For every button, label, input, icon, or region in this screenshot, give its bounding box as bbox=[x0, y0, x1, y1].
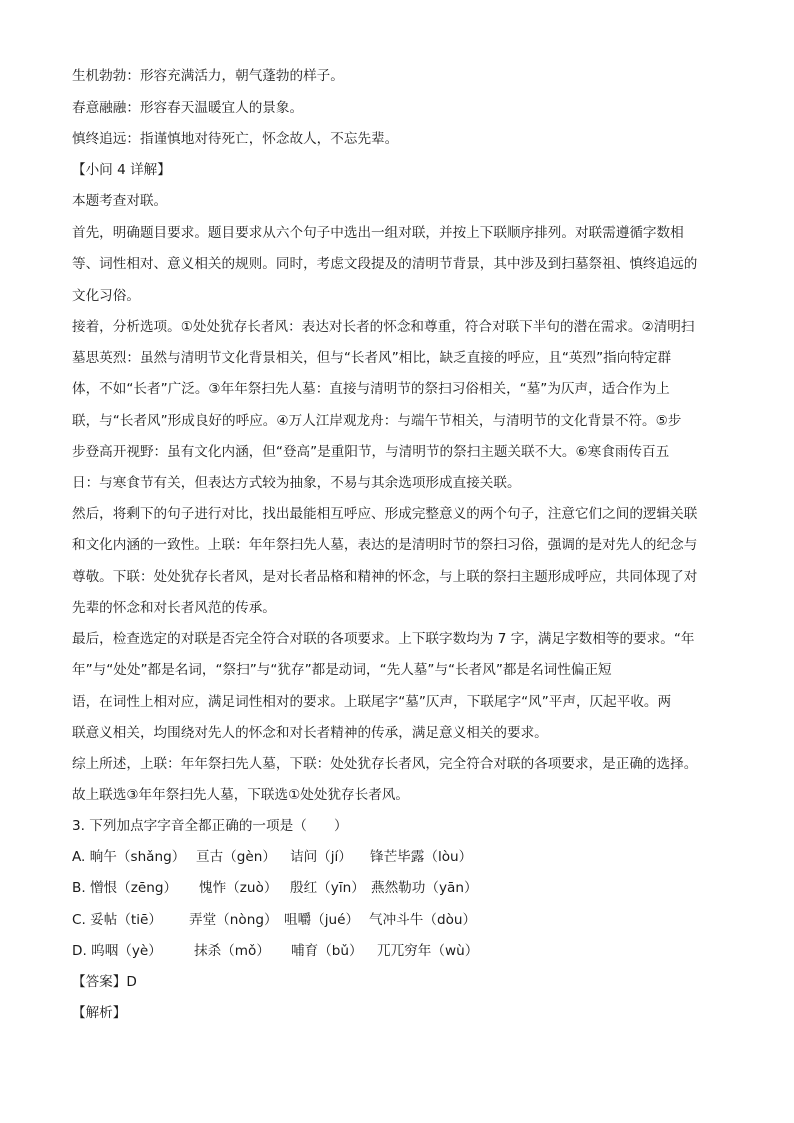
text-line: 等、词性相对、意义相关的规则。同时，考虑文段提及的清明节背景，其中涉及到扫墓祭祖、慎终追远的 bbox=[72, 256, 698, 272]
text-line: 联，与“长者风”形成良好的呼应。④万人江岸观龙舟：与端午节相关，与清明节的文化背景不符。⑤步 bbox=[72, 413, 682, 429]
text-line: 和文化内涵的一致性。上联：年年祭扫先人墓，表达的是清明时节的祭扫习俗，强调的是对先人的纪念与 bbox=[72, 537, 698, 553]
text-line: 步登高开视野：虽有文化内涵，但“登高”是重阳节，与清明节的祭扫主题关联不大。⑥寒食雨传百五 bbox=[72, 444, 670, 460]
option-word: A. 晌午（shǎng） bbox=[72, 849, 186, 865]
text-line: 接着，分析选项。①处处犹存长者风：表达对长者的怀念和尊重，符合对联下半句的潜在需求。②清明扫 bbox=[72, 319, 695, 335]
option-word: 气冲斗牛（dòu） bbox=[369, 912, 477, 928]
option-word: 咀嚼（jué） bbox=[284, 912, 360, 928]
text-line: 年”与“处处”都是名词，“祭扫”与“犹存”都是动词，“先人墓”与“长者风”都是名词性偏正短 bbox=[72, 662, 612, 678]
text-line: 文化习俗。 bbox=[72, 288, 140, 304]
text-line: 墓思英烈：虽然与清明节文化背景相关，但与“长者风”相比，缺乏直接的呼应，且“英烈”指向特定群 bbox=[72, 350, 672, 366]
option-b bbox=[72, 880, 478, 896]
text-line: 体，不如“长者”广泛。③年年祭扫先人墓：直接与清明节的祭扫习俗相关，“墓”为仄声，适合作为上 bbox=[72, 381, 670, 397]
option-word: D. 呜咽（yè） bbox=[72, 943, 162, 959]
option-word: 哺育（bǔ） bbox=[291, 943, 363, 959]
option-word: 诘问（jí） bbox=[290, 849, 352, 865]
option-word: 抹杀（mǒ） bbox=[194, 943, 270, 959]
option-a bbox=[72, 849, 472, 865]
text-line: 综上所述，上联：年年祭扫先人墓，下联：处处犹存长者风，完全符合对联的各项要求，是正确的选择。 bbox=[72, 756, 698, 772]
text-line: 先辈的怀念和对长者风范的传承。 bbox=[72, 600, 276, 616]
text-line: 慎终追远：指谨慎地对待死亡，怀念故人，不忘先辈。 bbox=[72, 131, 399, 147]
option-word: 锋芒毕露（lòu） bbox=[370, 849, 473, 865]
option-word: 殷红（yīn） bbox=[290, 880, 365, 896]
option-word: B. 憎恨（zēng） bbox=[72, 880, 178, 896]
option-c bbox=[72, 912, 476, 928]
option-word: 弄堂（nòng） bbox=[189, 912, 278, 928]
analysis-label: 【解析】 bbox=[72, 1005, 127, 1021]
text-line: 尊敬。下联：处处犹存长者风，是对长者品格和精神的怀念，与上联的祭扫主题形成呼应，共同体现了对 bbox=[72, 569, 698, 585]
question-text: 3. 下列加点字字音全都正确的一项是（ ） bbox=[72, 818, 348, 834]
option-d bbox=[72, 943, 478, 959]
option-word: C. 妥帖（tiē） bbox=[72, 912, 162, 928]
text-line: 首先，明确题目要求。题目要求从六个句子中选出一组对联，并按上下联顺序排列。对联需遵循字数相 bbox=[72, 225, 684, 241]
text-line: 本题考查对联。 bbox=[72, 193, 168, 209]
option-word: 愧怍（zuò） bbox=[199, 880, 278, 896]
text-line: 春意融融：形容春天温暖宜人的景象。 bbox=[72, 100, 304, 116]
text-line: 生机勃勃：形容充满活力，朝气蓬勃的样子。 bbox=[72, 68, 344, 84]
text-line: 然后，将剩下的句子进行对比，找出最能相互呼应、形成完整意义的两个句子，注意它们之间的逻辑关联 bbox=[72, 506, 698, 522]
text-line: 日：与寒食节有关，但表达方式较为抽象，不易与其余选项形成直接关联。 bbox=[72, 475, 521, 491]
text-line: 最后，检查选定的对联是否完全符合对联的各项要求。上下联字数均为 7 字，满足字数相等的要求。“年 bbox=[72, 631, 695, 647]
option-word: 燕然勒功（yān） bbox=[371, 880, 478, 896]
section-heading: 【小问 4 详解】 bbox=[72, 162, 171, 178]
option-word: 兀兀穷年（wù） bbox=[377, 943, 479, 959]
option-word: 亘古（gèn） bbox=[196, 849, 276, 865]
answer-label: 【答案】D bbox=[72, 974, 137, 990]
text-line: 联意义相关，均围绕对先人的怀念和对长者精神的传承，满足意义相关的要求。 bbox=[72, 725, 548, 741]
text-line: 故上联选③年年祭扫先人墓，下联选①处处犹存长者风。 bbox=[72, 787, 410, 803]
text-line: 语，在词性上相对应，满足词性相对的要求。上联尾字“墓”仄声，下联尾字“风”平声，仄起平收。两 bbox=[72, 694, 672, 710]
